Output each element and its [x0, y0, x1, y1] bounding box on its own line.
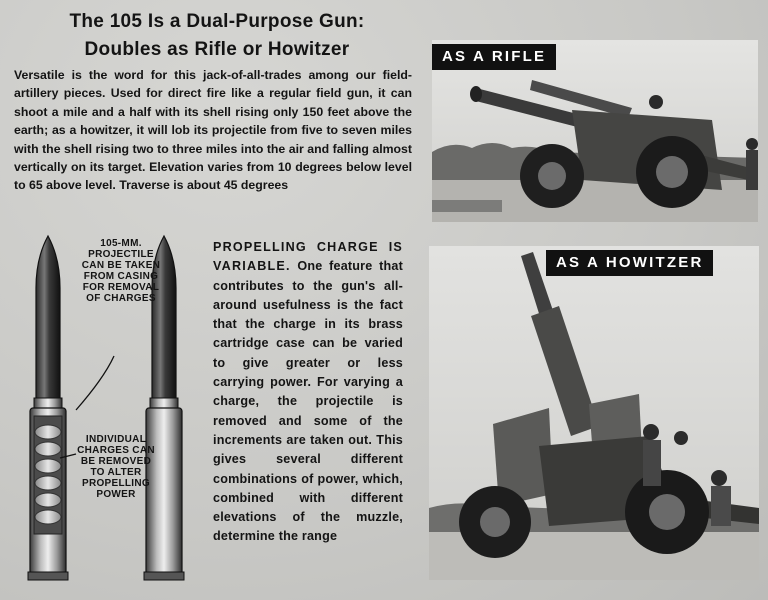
left-shell — [28, 236, 68, 580]
rifle-caption: AS A RIFLE — [432, 44, 556, 70]
howitzer-photo-image — [429, 246, 759, 580]
shell-diagram — [14, 228, 204, 588]
body-lead: PROPELLING CHARGE IS VARIABLE. — [213, 240, 403, 274]
body-paragraph — [213, 238, 403, 547]
intro-paragraph: Versatile is the word for this jack-of-all-trades among our field-artillery pieces. Used for direct fire like a regular field gun, it can shoot a mile and a half with its shell rising only 150 feet above the earth; as a howitzer, it will lob its projectile from five to seven miles with the shell rising two to three miles into the air and falling almost vertically on its target. Elevation varies from 10 degrees below level to 65 above level. Traverse is about 45 degrees — [14, 68, 412, 193]
title-line-1: The 105 Is a Dual-Purpose Gun: — [69, 11, 365, 32]
howitzer-photo — [429, 246, 759, 580]
projectile-pointer — [76, 356, 114, 410]
title-line-2: Doubles as Rifle or Howitzer — [84, 39, 350, 60]
article-title — [14, 8, 420, 64]
charges-label: INDIVIDUAL CHARGES CAN BE REMOVED TO ALTER PROPELLING POWER — [77, 434, 155, 500]
howitzer-caption: AS A HOWITZER — [546, 250, 713, 276]
body-text: One feature that contributes to the gun's all-around usefulness is the fact that the charge in its brass cartridge case can be varied to give greater or less carrying power. For varying a charge, the projectile is removed and some of the increments are taken out. This gives several different combinations of power, which, combined with different elevations of the muzzle, determine the range — [213, 259, 403, 544]
projectile-label: 105-MM. PROJECTILE CAN BE TAKEN FROM CASING FOR REMOVAL OF CHARGES — [81, 238, 161, 304]
